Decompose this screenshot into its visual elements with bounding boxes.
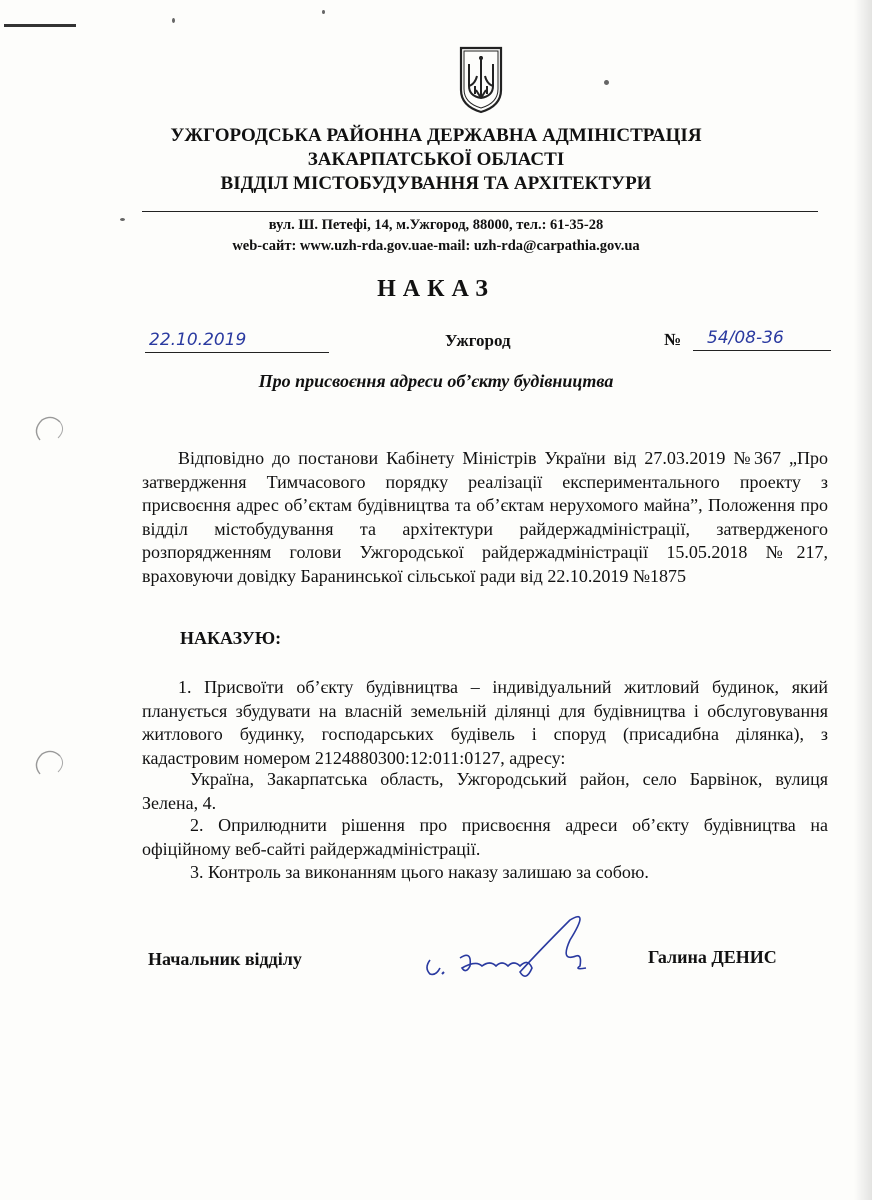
- corner-mark: [4, 24, 76, 27]
- order-heading: НАКАЗУЮ:: [180, 628, 282, 648]
- org-name-line-2: ЗАКАРПАТСЬКОЇ ОБЛАСТІ: [307, 149, 565, 170]
- header-divider: [142, 211, 818, 212]
- document-subject: Про присвоєння адреси об’єкту будівництва: [258, 371, 614, 391]
- order-item-2: 2. Оприлюднити рішення про присвоєння адреси об’єкту будівництва на офіційному веб-сайті райдержадміністрації.: [142, 815, 828, 859]
- signatory-role: Начальник відділу: [148, 949, 302, 969]
- punch-hole-icon: [30, 746, 70, 780]
- handwritten-number: 54/08-36: [693, 328, 831, 351]
- signatory-name: Галина ДЕНИС: [648, 947, 777, 967]
- postal-address: вул. Ш. Петефі, 14, м.Ужгород, 88000, тел.: 61-35-28: [268, 217, 604, 233]
- number-label: №: [664, 330, 682, 349]
- handwritten-date: 22.10.2019: [145, 330, 329, 353]
- organization-header: [0, 124, 872, 196]
- city-name: Ужгород: [445, 331, 511, 350]
- document-title: НАКАЗ: [377, 276, 495, 302]
- coat-of-arms-icon: [458, 46, 504, 114]
- contact-block: [0, 215, 872, 257]
- handwritten-signature: [420, 910, 600, 990]
- org-name-line-1: УЖГОРОДСЬКА РАЙОННА ДЕРЖАВНА АДМІНІСТРАЦІЯ: [170, 125, 702, 146]
- order-item-1-address: Україна, Закарпатська область, Ужгородський район, село Барвінок, вулиця Зелена, 4.: [142, 769, 828, 813]
- scan-speck: [172, 18, 175, 23]
- scan-speck: [322, 10, 325, 14]
- order-item-3: 3. Контроль за виконанням цього наказу залишаю за собою.: [190, 862, 649, 882]
- org-name-line-3: ВІДДІЛ МІСТОБУДУВАННЯ ТА АРХІТЕКТУРИ: [220, 173, 652, 194]
- web-email-line: web-сайт: www.uzh-rda.gov.uae-mail: uzh-rda@carpathia.gov.ua: [232, 238, 640, 254]
- preamble-paragraph: Відповідно до постанови Кабінету Міністрів України від 27.03.2019 №367 „Про затвердження Тимчасового порядку реалізації експериментального проекту з присвоєння адрес об’єктам будівництва та об’єктам нерухомого майна”, Положення про відділ містобудування та архітектури райдержадміністрації, затвердженого розпорядженням голови Ужгородської райдержадміністрації 15.05.2018 №217, враховуючи довідку Баранинської сільської ради від 22.10.2019 №1875: [142, 448, 828, 586]
- order-item-1: 1. Присвоїти об’єкту будівництва – індивідуальний житловий будинок, який планується збудувати на власній земельній ділянці для будівництва і обслуговування житлового будинку, господарських будівель і споруд (присадибна ділянка), з кадастровим номером 2124880300:12:011:0127, адресу:: [142, 677, 828, 768]
- scan-speck: [604, 80, 609, 85]
- punch-hole-icon: [30, 412, 70, 446]
